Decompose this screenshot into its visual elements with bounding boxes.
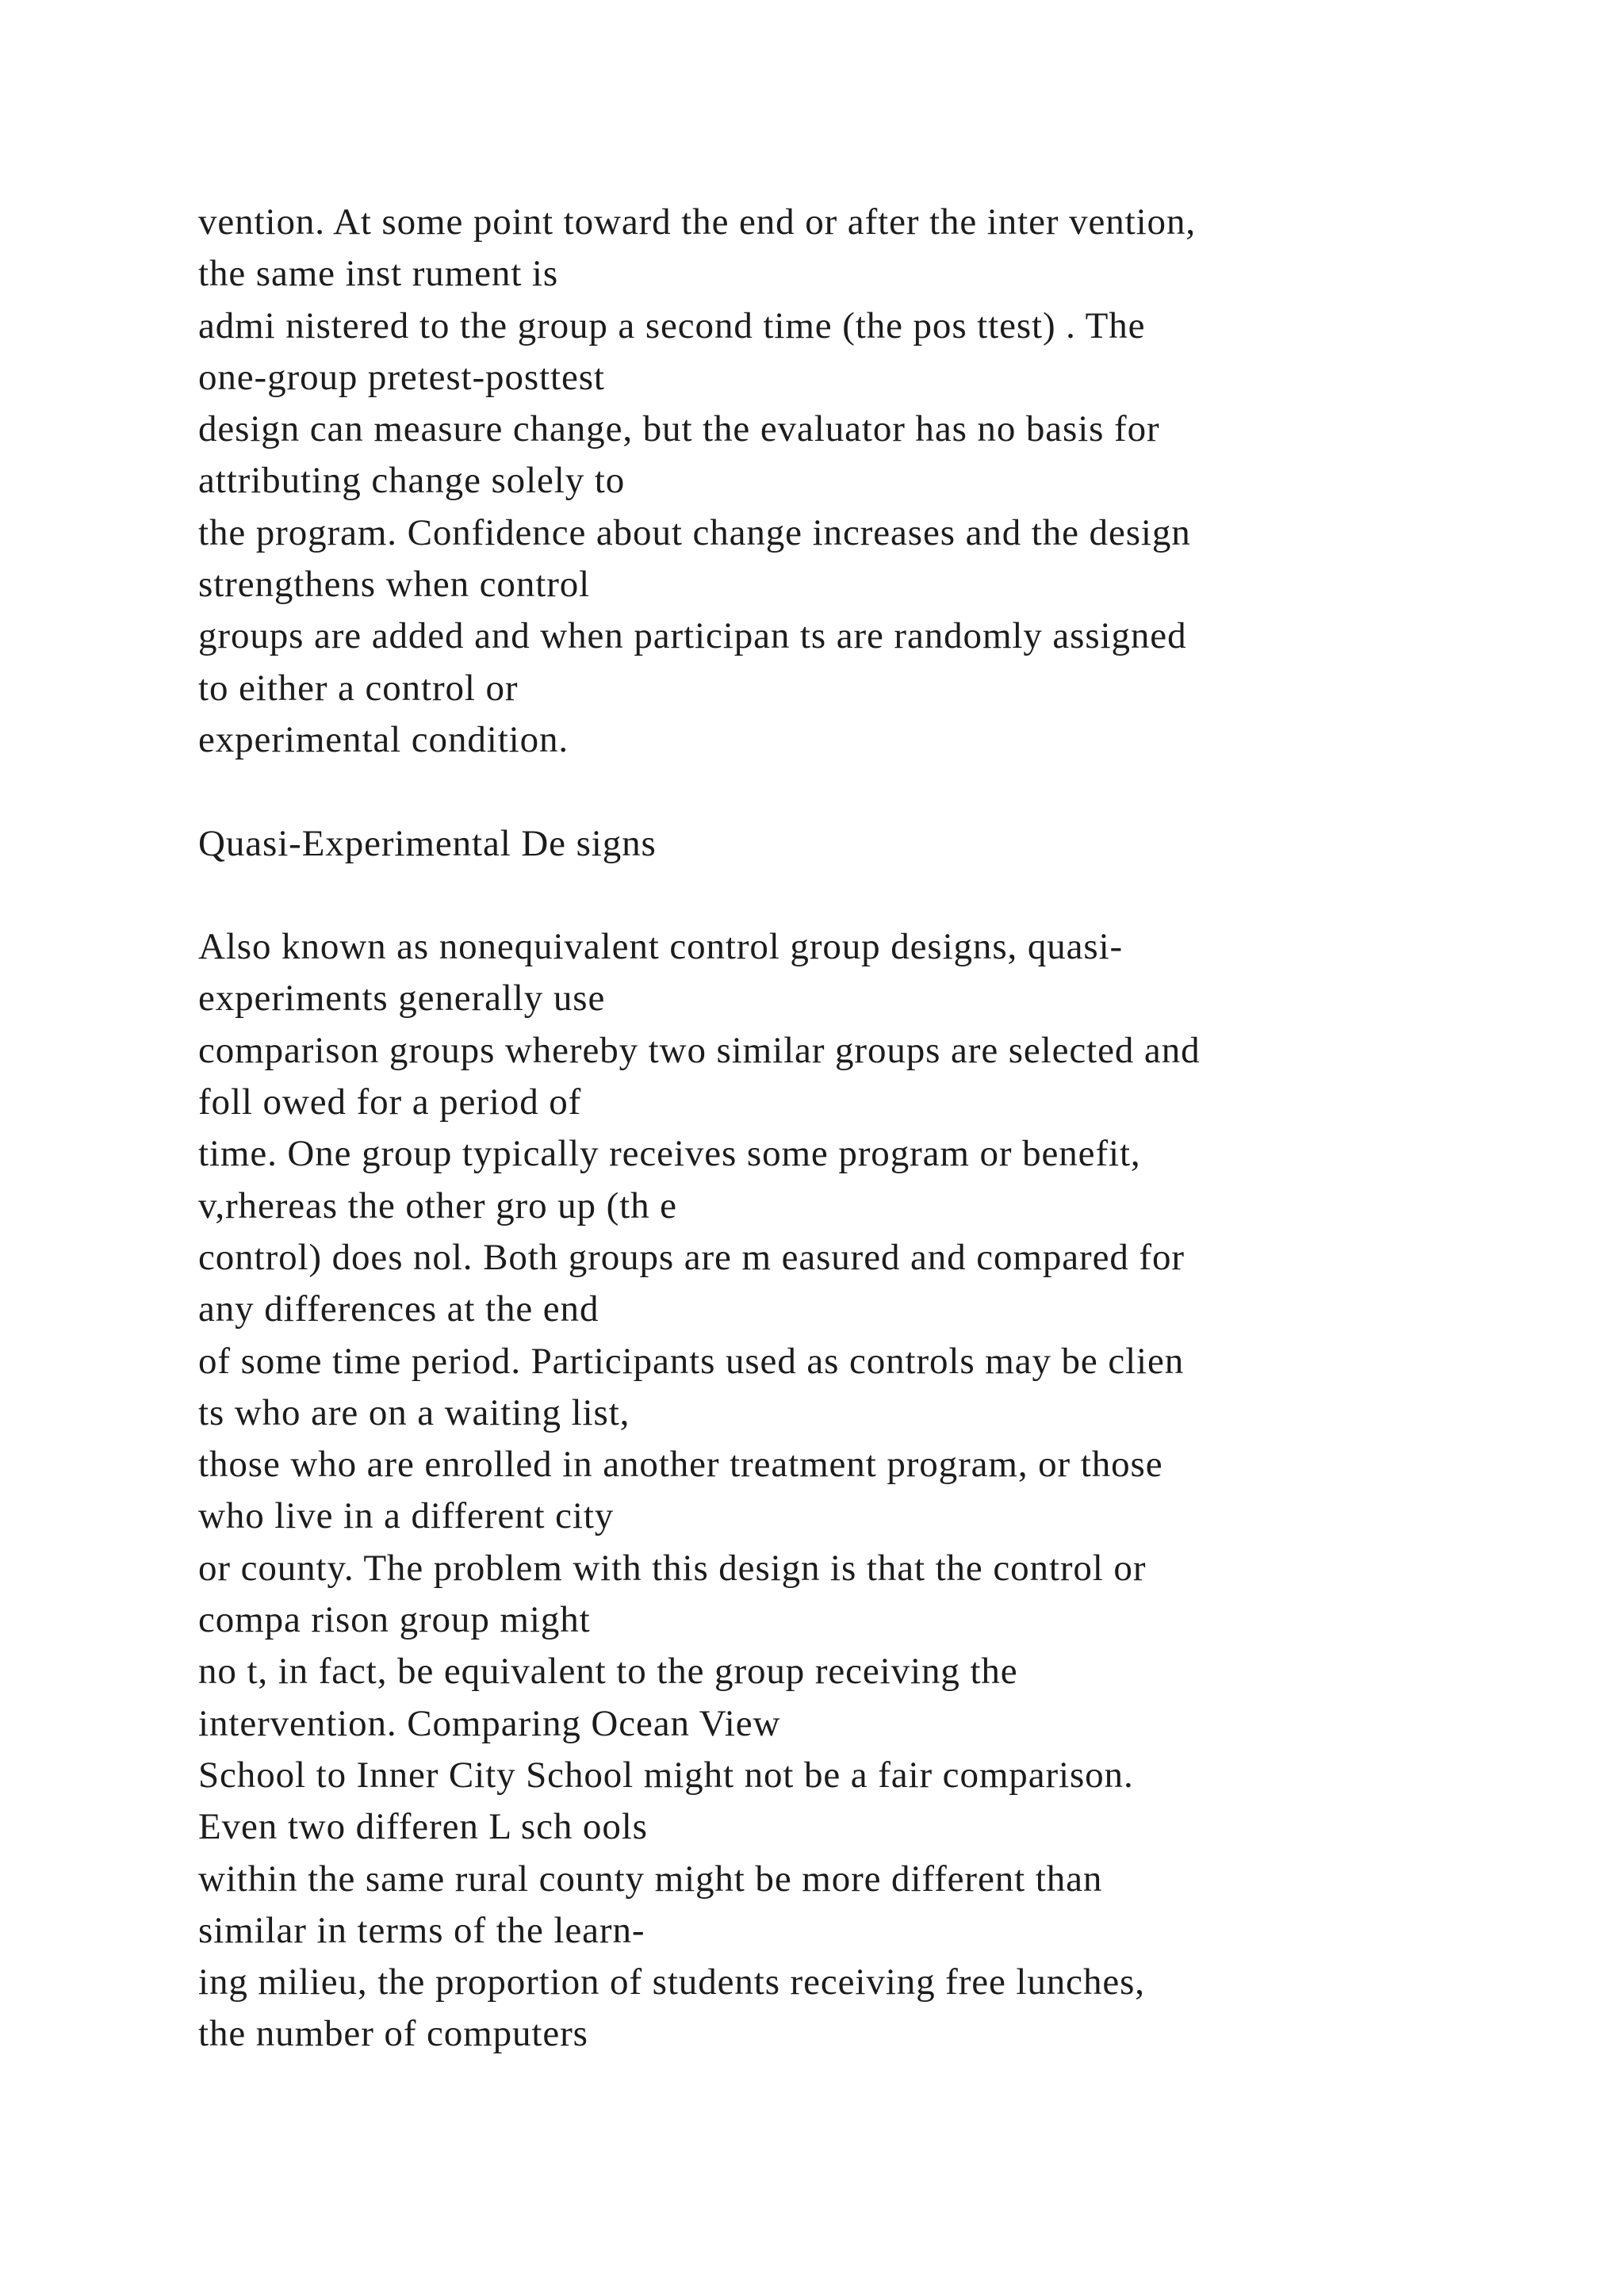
text-line: attributing change solely to <box>198 460 626 502</box>
text-line: those who are enrolled in another treatment program, or those <box>198 1444 1163 1486</box>
text-line: ing milieu, the proportion of students receiving free lunches, <box>198 1961 1145 2003</box>
paragraph-spacer <box>198 870 1546 921</box>
text-line: any differences at the end <box>198 1288 599 1330</box>
text-line: or county. The problem with this design is that the control or <box>198 1547 1147 1589</box>
text-line: vention. At some point toward the end or after the inter vention, <box>198 201 1197 243</box>
text-line: the same inst rument is <box>198 253 559 295</box>
text-line: compa rison group might <box>198 1599 591 1641</box>
text-line: control) does nol. Both groups are m easured and compared for <box>198 1236 1185 1278</box>
text-line: foll owed for a period of <box>198 1081 582 1123</box>
text-line: Even two differen L sch ools <box>198 1806 648 1848</box>
text-line: ts who are on a waiting list, <box>198 1391 630 1433</box>
text-line: Also known as nonequivalent control group designs, quasi- <box>198 926 1124 968</box>
paragraph-spacer <box>198 766 1546 817</box>
text-line: admi nistered to the group a second time (the pos ttest) . The <box>198 304 1146 346</box>
paragraph-2 <box>198 921 1546 2061</box>
text-line: one-group pretest-posttest <box>198 356 605 398</box>
text-line: School to Inner City School might not be a fair comparison. <box>198 1754 1134 1796</box>
section-heading: Quasi-Experimental De signs <box>198 822 657 864</box>
text-line: design can measure change, but the evaluator has no basis for <box>198 408 1160 450</box>
text-line: time. One group typically receives some program or benefit, <box>198 1133 1141 1175</box>
text-line: within the same rural county might be more different than <box>198 1858 1103 1900</box>
text-line: experimental condition. <box>198 718 569 760</box>
text-line: comparison groups whereby two similar groups are selected and <box>198 1029 1201 1071</box>
text-line: groups are added and when participan ts are randomly assigned <box>198 615 1187 657</box>
paragraph-1 <box>198 197 1546 766</box>
text-line: to either a control or <box>198 667 519 709</box>
text-line: intervention. Comparing Ocean View <box>198 1702 781 1744</box>
text-line: of some time period. Participants used as controls may be clien <box>198 1340 1185 1382</box>
text-line: the number of computers <box>198 2013 588 2055</box>
text-line: who live in a different city <box>198 1495 615 1537</box>
text-line: similar in terms of the learn- <box>198 1909 645 1951</box>
text-line: v,rhereas the other gro up (th e <box>198 1184 677 1226</box>
text-line: strengthens when control <box>198 564 591 606</box>
document-text <box>198 197 1546 2061</box>
text-line: experiments generally use <box>198 978 606 1020</box>
text-line: the program. Confidence about change increases and the design <box>198 511 1191 553</box>
text-line: no t, in fact, be equivalent to the group receiving the <box>198 1651 1018 1693</box>
